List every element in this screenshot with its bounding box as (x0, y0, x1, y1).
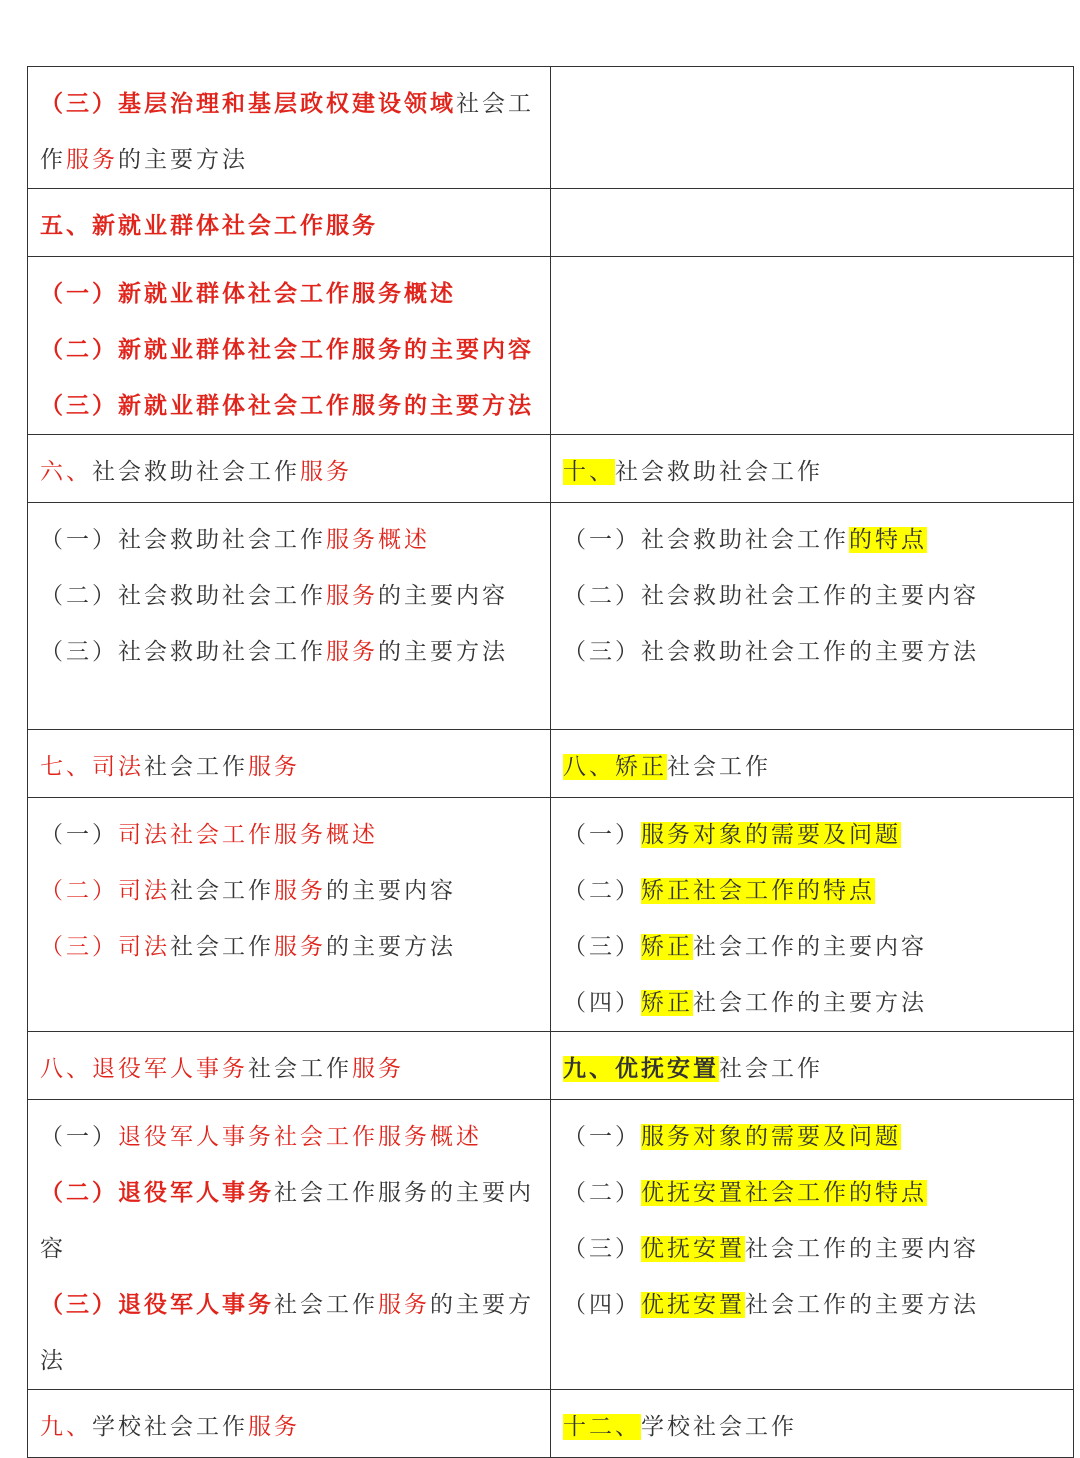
text-line (563, 739, 1073, 795)
text-segment: 学校社会工作 (641, 1414, 797, 1440)
text-line (40, 1109, 550, 1165)
text-segment: （一）社会救助社会工作 (40, 527, 326, 553)
text-segment: 的主要方 (430, 1292, 534, 1318)
text-segment: 的主要方法 (378, 639, 508, 665)
text-segment: 的主要内容 (326, 878, 456, 904)
text-line (40, 266, 550, 322)
table-row (28, 730, 1074, 798)
text-segment: 服务概述 (326, 527, 430, 553)
text-segment: 社会工 (456, 91, 534, 117)
text-segment: 退役军人事务社会工作服务概述 (118, 1124, 482, 1150)
text-segment: 优抚安置 (641, 1292, 745, 1318)
text-segment: （二）社会救助社会工作的主要内容 (563, 583, 979, 609)
right-cell (551, 1390, 1074, 1458)
text-segment: 矫正 (641, 990, 693, 1016)
text-line (40, 1277, 550, 1333)
text-segment: 服务 (248, 754, 300, 780)
text-line (40, 1333, 550, 1389)
table-body (28, 67, 1074, 1458)
right-cell (551, 67, 1074, 189)
text-line (40, 444, 550, 500)
text-segment: （三）社会救助社会工作的主要方法 (563, 639, 979, 665)
text-segment: （三）退役军人事务 (40, 1292, 274, 1318)
text-segment: 服务对象的需要及问题 (641, 1124, 901, 1150)
text-segment: 社会工作的主要内容 (745, 1236, 979, 1262)
text-line (563, 1399, 1073, 1455)
text-segment: 服务 (352, 1056, 404, 1082)
text-segment: 服务 (300, 459, 352, 485)
text-segment: 社会工作的主要内容 (693, 934, 927, 960)
text-segment: 七、司法 (40, 754, 144, 780)
text-segment: 五、新就业群体社会工作服务 (40, 213, 378, 239)
text-line (40, 1165, 550, 1221)
table-row (28, 435, 1074, 503)
text-segment: 作 (40, 147, 66, 173)
right-cell (551, 503, 1074, 730)
text-segment: 矫正 (641, 934, 693, 960)
text-line (563, 1221, 1073, 1277)
text-segment: （三）基层治理和基层政权建设领域 (40, 91, 456, 117)
table-row (28, 798, 1074, 1032)
text-segment: 八、退役军人事务 (40, 1056, 248, 1082)
text-line (563, 512, 1073, 568)
text-segment: 学校社会工作 (92, 1414, 248, 1440)
text-segment: 八、矫正 (563, 754, 667, 780)
right-cell (551, 730, 1074, 798)
text-line (40, 378, 550, 434)
text-segment: 优抚安置社会工作的特点 (641, 1180, 927, 1206)
text-line (563, 1165, 1073, 1221)
text-segment: 六、 (40, 459, 92, 485)
text-segment: （二）退役军人事务 (40, 1180, 274, 1206)
text-line (563, 807, 1073, 863)
text-segment: 容 (40, 1236, 66, 1262)
text-segment: 十二、 (563, 1414, 641, 1440)
text-segment: （四） (563, 1292, 641, 1318)
text-segment: 社会工作服务的主要内 (274, 1180, 534, 1206)
text-segment: 社会工作 (667, 754, 771, 780)
comparison-table (27, 66, 1074, 1458)
text-line (40, 739, 550, 795)
text-line (563, 1277, 1073, 1333)
text-line (40, 76, 550, 132)
text-segment: （一）新就业群体社会工作服务概述 (40, 281, 456, 307)
text-line (40, 624, 550, 680)
left-cell (28, 1032, 551, 1100)
text-segment: （二）司法 (40, 878, 170, 904)
right-cell (551, 257, 1074, 435)
table-row (28, 1032, 1074, 1100)
text-segment: 社会工作 (170, 878, 274, 904)
text-segment: 服务 (66, 147, 118, 173)
text-line (40, 322, 550, 378)
table-row (28, 1390, 1074, 1458)
text-segment: 的主要方法 (326, 934, 456, 960)
text-segment: 服务 (274, 878, 326, 904)
text-segment: 服务对象的需要及问题 (641, 822, 901, 848)
table-row (28, 503, 1074, 730)
right-cell (551, 798, 1074, 1032)
text-segment: （一） (563, 1124, 641, 1150)
text-segment: （三） (563, 934, 641, 960)
text-segment: 优抚安置 (641, 1236, 745, 1262)
text-line (40, 568, 550, 624)
text-line (40, 1041, 550, 1097)
text-segment: 九、 (40, 1414, 92, 1440)
left-cell (28, 1390, 551, 1458)
text-segment: （三） (563, 1236, 641, 1262)
left-cell (28, 730, 551, 798)
text-segment: 社会工作的主要方法 (745, 1292, 979, 1318)
text-segment: 十、 (563, 459, 615, 485)
text-segment: 服务 (378, 1292, 430, 1318)
text-segment: 的特点 (849, 527, 927, 553)
left-cell (28, 257, 551, 435)
text-segment: （二） (563, 878, 641, 904)
text-segment: （一） (40, 822, 118, 848)
left-cell (28, 67, 551, 189)
text-segment: 服务 (248, 1414, 300, 1440)
table-row (28, 67, 1074, 189)
text-segment: 服务 (326, 583, 378, 609)
left-cell (28, 435, 551, 503)
comparison-document (27, 66, 1048, 1458)
text-segment: （四） (563, 990, 641, 1016)
text-segment: 社会工作 (248, 1056, 352, 1082)
text-line (40, 132, 550, 188)
text-segment: （二） (563, 1180, 641, 1206)
right-cell (551, 189, 1074, 257)
text-segment: 的主要方法 (118, 147, 248, 173)
text-segment: （三）新就业群体社会工作服务的主要方法 (40, 393, 534, 419)
text-segment: （二）新就业群体社会工作服务的主要内容 (40, 337, 534, 363)
text-segment: 社会工作 (274, 1292, 378, 1318)
text-segment: 法 (40, 1348, 66, 1374)
text-segment: （一）社会救助社会工作 (563, 527, 849, 553)
text-line (40, 512, 550, 568)
text-line (40, 863, 550, 919)
text-line (40, 1399, 550, 1455)
text-segment: 社会工作的主要方法 (693, 990, 927, 1016)
left-cell (28, 798, 551, 1032)
text-line (40, 919, 550, 975)
text-line (563, 919, 1073, 975)
left-cell (28, 189, 551, 257)
text-segment: 服务 (326, 639, 378, 665)
text-segment: 九、优抚安置 (563, 1056, 719, 1082)
text-segment: 的主要内容 (378, 583, 508, 609)
text-segment: 社会救助社会工作 (615, 459, 823, 485)
right-cell (551, 1032, 1074, 1100)
text-segment: 社会工作 (144, 754, 248, 780)
table-row (28, 189, 1074, 257)
left-cell (28, 1100, 551, 1390)
text-segment: （一） (40, 1124, 118, 1150)
right-cell (551, 435, 1074, 503)
left-cell (28, 503, 551, 730)
table-row (28, 257, 1074, 435)
table-row (28, 1100, 1074, 1390)
text-line (563, 863, 1073, 919)
text-line (563, 624, 1073, 680)
text-segment: 服务 (274, 934, 326, 960)
text-segment: 司法社会工作服务概述 (118, 822, 378, 848)
text-segment: 社会救助社会工作 (92, 459, 300, 485)
text-segment: （二）社会救助社会工作 (40, 583, 326, 609)
text-line (563, 568, 1073, 624)
text-segment: （三）社会救助社会工作 (40, 639, 326, 665)
text-segment: （三）司法 (40, 934, 170, 960)
text-segment: （一） (563, 822, 641, 848)
right-cell (551, 1100, 1074, 1390)
text-line (40, 807, 550, 863)
text-line (563, 1041, 1073, 1097)
text-line (40, 1221, 550, 1277)
text-segment: 矫正社会工作的特点 (641, 878, 875, 904)
text-line (563, 1109, 1073, 1165)
text-line (40, 198, 550, 254)
text-segment: 社会工作 (170, 934, 274, 960)
text-segment: 社会工作 (719, 1056, 823, 1082)
text-line (563, 444, 1073, 500)
text-line (563, 975, 1073, 1031)
